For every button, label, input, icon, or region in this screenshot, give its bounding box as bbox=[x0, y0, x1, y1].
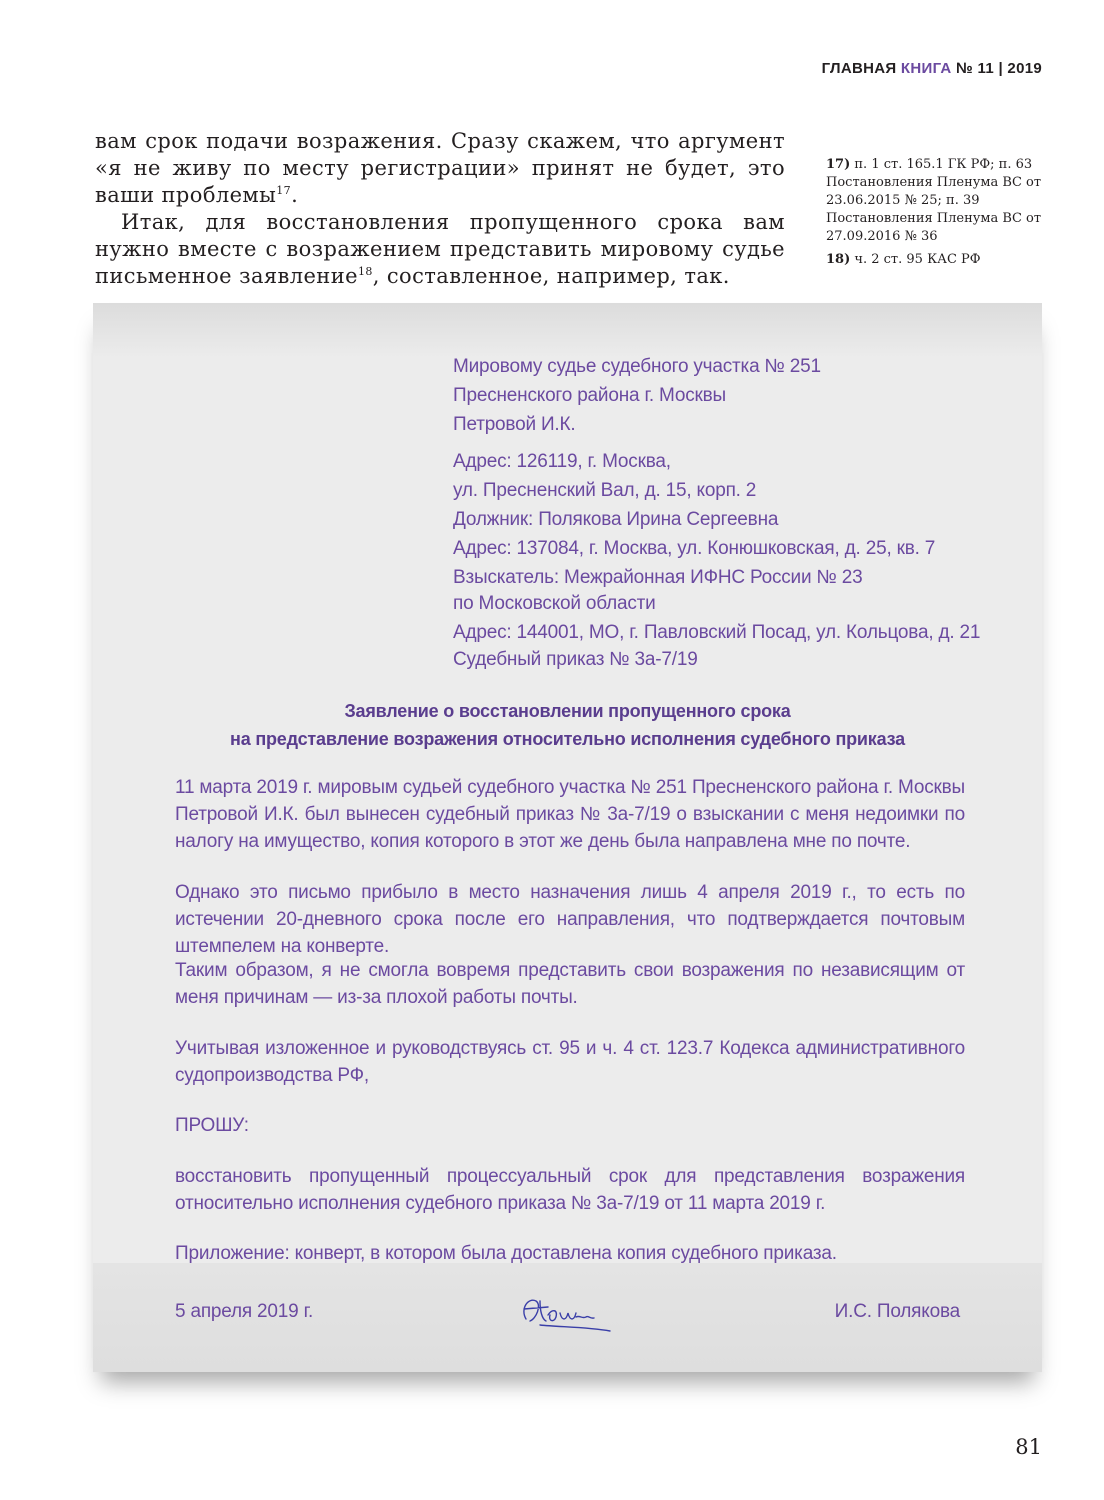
details-line: по Московской области bbox=[453, 593, 656, 614]
footnote-ref: 18 bbox=[357, 265, 373, 278]
card-shade-top bbox=[93, 303, 1042, 358]
sidebar-footnotes bbox=[826, 156, 1056, 274]
document-attachment: Приложение: конверт, в котором была доставлена копия судебного приказа. bbox=[175, 1243, 837, 1264]
article-text bbox=[95, 128, 785, 290]
article-paragraph: Итак, для восстановления пропущенного срока вам нужно вместе с возражением представить мировому судье письменное заявление$^{18}$, составленное, например, так. bbox=[95, 210, 785, 288]
footnote: 17) п. 1 ст. 165.1 ГК РФ; п. 63 Постановления Пленума ВС от 23.06.2015 № 25; п. 39 Постановления Пленума ВС от 27.09.2016 № 36 bbox=[826, 157, 1042, 244]
document-date: 5 апреля 2019 г. bbox=[175, 1301, 314, 1322]
document-paragraph: Таким образом, я не смогла вовремя представить свои возражения по независящим от меня причинам — из-за плохой работы почты. bbox=[175, 960, 965, 1008]
handwritten-signature bbox=[518, 1287, 618, 1337]
details-line: Адрес: 137084, г. Москва, ул. Конюшковская, д. 25, кв. 7 bbox=[453, 538, 936, 559]
document-paragraph: Однако это письмо прибыло в место назначения лишь 4 апреля 2019 г., то есть по истечении 20-дневного срока после его направления, что подтверждается почтовым штемпелем на конверте. bbox=[175, 882, 965, 957]
details-line: Должник: Полякова Ирина Сергеевна bbox=[453, 509, 779, 530]
magazine-masthead bbox=[822, 60, 1042, 77]
details-line: Судебный приказ № 3а-7/19 bbox=[453, 649, 698, 670]
footnote-ref: 17 bbox=[276, 184, 292, 197]
page-number: 81 bbox=[1015, 1435, 1042, 1459]
document-title: Заявление о восстановлении пропущенного срока на представление возражения относительно исполнения судебного приказа bbox=[230, 701, 905, 749]
details-line: Адрес: 144001, МО, г. Павловский Посад, ул. Кольцова, д. 21 bbox=[453, 622, 981, 643]
masthead-title-accent: КНИГА bbox=[900, 60, 952, 77]
document-request-heading: ПРОШУ: bbox=[175, 1115, 249, 1136]
article-paragraph: вам срок подачи возражения. Сразу скажем, что аргумент «я не живу по месту регистрации» принят не будет, это ваши проблемы$^{17}$. bbox=[95, 129, 785, 207]
document-paragraph: 11 марта 2019 г. мировым судьей судебного участка № 251 Пресненского района г. Москвы Петровой И.К. был вынесен судебный приказ № 3а-7/19 о взыскании с меня недоимки по налогу на имущество, копия которого в этот же день была направлена мне по почте. bbox=[175, 777, 965, 852]
details-line: Взыскатель: Межрайонная ИФНС России № 23 bbox=[453, 567, 863, 588]
masthead-title: ГЛАВНАЯ bbox=[821, 60, 897, 77]
details-line: Адрес: 126119, г. Москва, bbox=[453, 451, 671, 472]
document-paragraph: восстановить пропущенный процессуальный срок для представления возражения относительно исполнения судебного приказа № 3а-7/19 от 11 марта 2019 г. bbox=[175, 1166, 965, 1214]
addressee-line: Мировому судье судебного участка № 251 bbox=[453, 356, 821, 377]
details-line: ул. Пресненский Вал, д. 15, корп. 2 bbox=[453, 480, 757, 501]
document-signer: И.С. Полякова bbox=[834, 1301, 960, 1322]
document-paragraph: Учитывая изложенное и руководствуясь ст. 95 и ч. 4 ст. 123.7 Кодекса административного судопроизводства РФ, bbox=[175, 1038, 965, 1086]
document-addressee-block bbox=[453, 352, 1013, 674]
footnote: 18) ч. 2 ст. 95 КАС РФ bbox=[826, 252, 981, 267]
masthead-issue: № 11 | 2019 bbox=[956, 60, 1042, 77]
addressee-line: Петровой И.К. bbox=[453, 414, 576, 435]
addressee-line: Пресненского района г. Москвы bbox=[453, 385, 726, 406]
